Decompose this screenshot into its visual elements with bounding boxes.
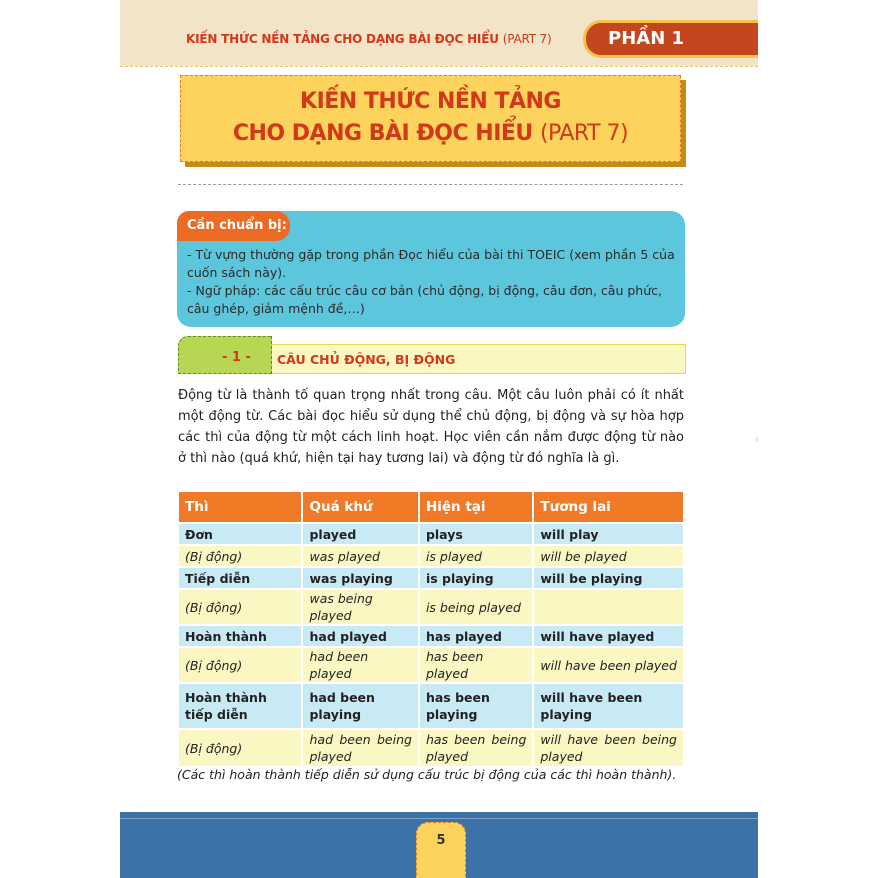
future-form: will have been played — [534, 648, 683, 682]
future-form: will be playing — [534, 568, 683, 588]
future-form: will be played — [534, 546, 683, 566]
past-form: was played — [303, 546, 417, 566]
table-row — [179, 546, 683, 566]
page-number: 5 — [436, 833, 446, 848]
section-number: - 1 - — [222, 350, 251, 365]
past-form: was playing — [303, 568, 417, 588]
chapter-title-line2 — [181, 118, 680, 150]
past-form: played — [303, 524, 417, 544]
running-header-part: (PART 7) — [502, 32, 552, 46]
future-form: will have played — [534, 626, 683, 646]
chapter-title-line2-bold: CHO DẠNG BÀI ĐỌC HIỂU — [232, 121, 533, 146]
document-page — [120, 0, 758, 878]
tense-label: Hoàn thành tiếp diễn — [179, 684, 301, 728]
table-header-row — [179, 492, 683, 522]
future-form — [534, 590, 683, 624]
page-number-tab — [416, 822, 466, 878]
part-tab — [583, 20, 758, 58]
tense-label: (Bị động) — [179, 648, 301, 682]
preparation-text — [187, 246, 675, 318]
present-form: is played — [420, 546, 532, 566]
body-paragraph: Động từ là thành tố quan trọng nhất trong câu. Một câu luôn phải có ít nhất một động từ. Các bài đọc hiểu sử dụng thể chủ động, bị động và sự hòa hợp các thì của động từ một cách linh hoạt. Học viên cần nắm được động từ nào ở thì nào (quá khứ, hiện tại hay tương lai) và động từ đó nghĩa là gì. — [178, 388, 684, 466]
past-form: had been playing — [303, 684, 417, 728]
edge-mark: ⁞ — [756, 436, 759, 444]
future-form: will have been playing — [534, 684, 683, 728]
present-form: has been being played — [420, 730, 532, 766]
present-form: has played — [420, 626, 532, 646]
table-footnote: (Các thì hoàn thành tiếp diễn sử dụng cấu trúc bị động của các thì hoàn thành). — [177, 767, 677, 782]
header-divider — [120, 66, 758, 67]
table-row — [179, 684, 683, 728]
tense-label: Đơn — [179, 524, 301, 544]
preparation-item-grammar: - Ngữ pháp: các cấu trúc câu cơ bản (chủ động, bị động, câu đơn, câu phức, câu ghép, giảm mệnh đề,…) — [187, 283, 662, 316]
present-form: has been played — [420, 648, 532, 682]
past-form: was being played — [303, 590, 417, 624]
table-header-future: Tương lai — [534, 492, 683, 522]
chapter-title-box — [180, 75, 681, 162]
section-title: CÂU CHỦ ĐỘNG, BỊ ĐỘNG — [277, 352, 456, 367]
preparation-tag — [177, 211, 290, 241]
present-form: plays — [420, 524, 532, 544]
table-row — [179, 730, 683, 766]
tense-table — [177, 490, 685, 768]
table-row — [179, 626, 683, 646]
present-form: is playing — [420, 568, 532, 588]
past-form: had been played — [303, 648, 417, 682]
table-row — [179, 568, 683, 588]
tense-label: Hoàn thành — [179, 626, 301, 646]
chapter-title-line1: KIẾN THỨC NỀN TẢNG — [300, 89, 561, 114]
future-form: will play — [534, 524, 683, 544]
table-header-tense: Thì — [179, 492, 301, 522]
preparation-label: Cần chuẩn bị: — [187, 218, 287, 233]
chapter-title-part: (PART 7) — [539, 121, 629, 146]
tense-label: Tiếp diễn — [179, 568, 301, 588]
table-row — [179, 524, 683, 544]
tense-label: (Bị động) — [179, 730, 301, 766]
title-divider — [178, 184, 683, 185]
running-header-bold: KIẾN THỨC NỀN TẢNG CHO DẠNG BÀI ĐỌC HIỂU — [186, 32, 499, 46]
future-form: will have been being played — [534, 730, 683, 766]
running-header — [186, 32, 551, 46]
table-row — [179, 648, 683, 682]
past-form: had been being played — [303, 730, 417, 766]
table-row — [179, 590, 683, 624]
present-form: has been playing — [420, 684, 532, 728]
table-header-present: Hiện tại — [420, 492, 532, 522]
tense-label: (Bị động) — [179, 590, 301, 624]
tense-label: (Bị động) — [179, 546, 301, 566]
part-label: PHẦN 1 — [608, 28, 685, 49]
table-header-past: Quá khứ — [303, 492, 417, 522]
past-form: had played — [303, 626, 417, 646]
preparation-item-vocabulary: - Từ vựng thường gặp trong phần Đọc hiểu của bài thi TOEIC (xem phần 5 của cuốn sách này). — [187, 247, 675, 280]
present-form: is being played — [420, 590, 532, 624]
footer-stripe — [120, 818, 758, 819]
